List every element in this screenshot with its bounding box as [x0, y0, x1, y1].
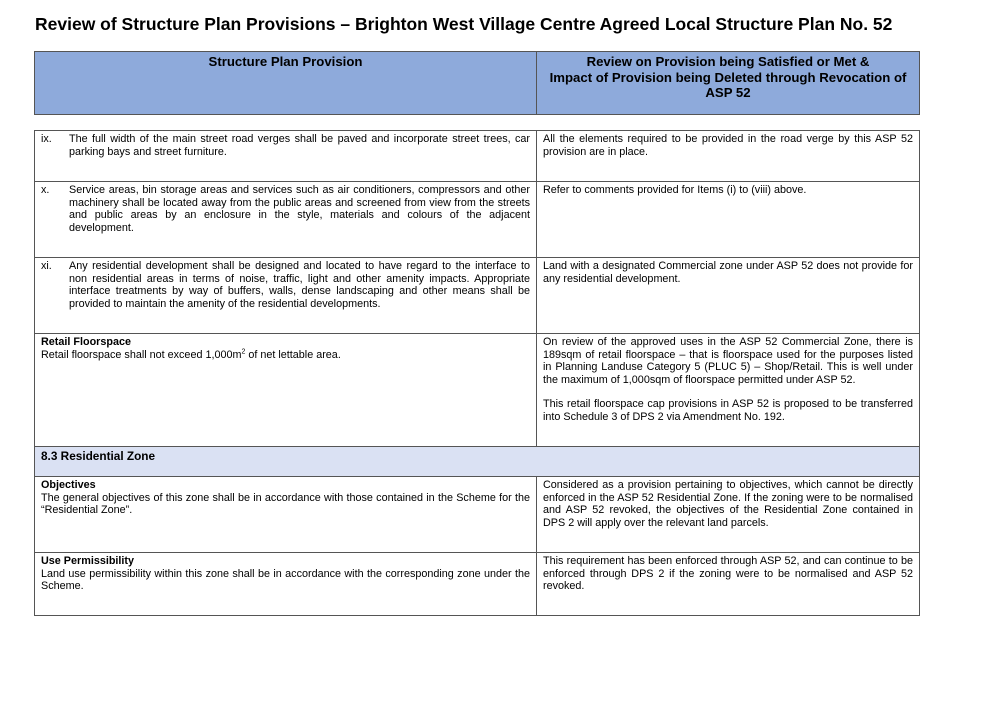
provision-cell	[35, 477, 537, 553]
item-number: xi.	[41, 260, 52, 272]
provisions-table	[34, 130, 920, 616]
provision-text: Service areas, bin storage areas and services such as air conditioners, compressors and other machinery shall be located away from the public areas and screened from view from the streets and public areas by an enclosure in the style, materials and colours of the adjacent development.	[69, 184, 530, 234]
header-provision: Structure Plan Provision	[35, 52, 537, 115]
table-row	[35, 477, 920, 553]
provision-text	[41, 349, 530, 362]
section-heading: 8.3 Residential Zone	[35, 447, 920, 477]
provision-text: The full width of the main street road verges shall be paved and incorporate street trees, car parking bays and street furniture.	[69, 133, 530, 158]
review-cell	[537, 334, 920, 447]
review-cell: Refer to comments provided for Items (i) to (viii) above.	[537, 182, 920, 258]
provision-text: Land use permissibility within this zone shall be in accordance with the corresponding zone under the Scheme.	[41, 567, 530, 593]
provision-heading: Use Permissibility	[41, 555, 135, 567]
section-row	[35, 447, 920, 477]
review-cell: This requirement has been enforced through ASP 52, and can continue to be enforced through DPS 2 if the zoning were to be normalised and ASP 52 revoked.	[537, 553, 920, 616]
item-number: x.	[41, 184, 50, 196]
review-cell: Land with a designated Commercial zone under ASP 52 does not provide for any residential development.	[537, 258, 920, 334]
header-review-line2: Impact of Provision being Deleted through Revocation of ASP 52	[549, 69, 907, 101]
header-row	[35, 52, 920, 115]
provision-text-pre: Retail floorspace shall not exceed 1,000m	[41, 348, 242, 361]
review-paragraph: This retail floorspace cap provisions in ASP 52 is proposed to be transferred into Schedule 3 of DPS 2 via Amendment No. 192.	[543, 398, 913, 423]
table-row	[35, 334, 920, 447]
provision-text-post: of net lettable area.	[245, 348, 341, 361]
table-row	[35, 131, 920, 182]
provision-cell	[35, 258, 537, 334]
review-cell: Considered as a provision pertaining to objectives, which cannot be directly enforced in the ASP 52 Residential Zone. If the zoning were to be normalised and ASP 52 revoked, the objectives of the Residential Zone contained in DPS 2 will apply over the relevant land parcels.	[537, 477, 920, 553]
review-cell: All the elements required to be provided in the road verge by this ASP 52 provision are in place.	[537, 131, 920, 182]
provision-cell	[35, 182, 537, 258]
provision-text: The general objectives of this zone shall be in accordance with those contained in the Scheme for the “Residential Zone”.	[41, 491, 530, 517]
superscript: 2	[241, 348, 246, 355]
page-title: Review of Structure Plan Provisions – Brighton West Village Centre Agreed Local Structure Plan No. 52	[35, 14, 893, 34]
item-number: ix.	[41, 133, 52, 145]
header-review-line1: Review on Provision being Satisfied or Met &	[586, 54, 870, 69]
header-review	[537, 52, 920, 115]
provision-heading: Retail Floorspace	[41, 336, 132, 348]
provision-heading: Objectives	[41, 479, 96, 491]
provision-text: Any residential development shall be designed and located to have regard to the interface to non residential areas in terms of noise, traffic, light and other amenity impacts. Appropriate interface treatments by way of buffers, walls, dense landscaping and other means shall be provided to maintain the amenity of the residential developments.	[69, 260, 530, 310]
review-paragraph: On review of the approved uses in the ASP 52 Commercial Zone, there is 189sqm of retail floorspace – that is floorspace used for the purposes listed in Planning Landuse Category 5 (PLUC 5) – Shop/Retail. This is well under the maximum of 1,000sqm of floorspace permitted under ASP 52.	[543, 336, 913, 386]
header-table	[34, 51, 920, 115]
provision-cell	[35, 553, 537, 616]
provision-cell	[35, 334, 537, 447]
table-row	[35, 553, 920, 616]
table-row	[35, 258, 920, 334]
provision-cell	[35, 131, 537, 182]
table-row	[35, 182, 920, 258]
